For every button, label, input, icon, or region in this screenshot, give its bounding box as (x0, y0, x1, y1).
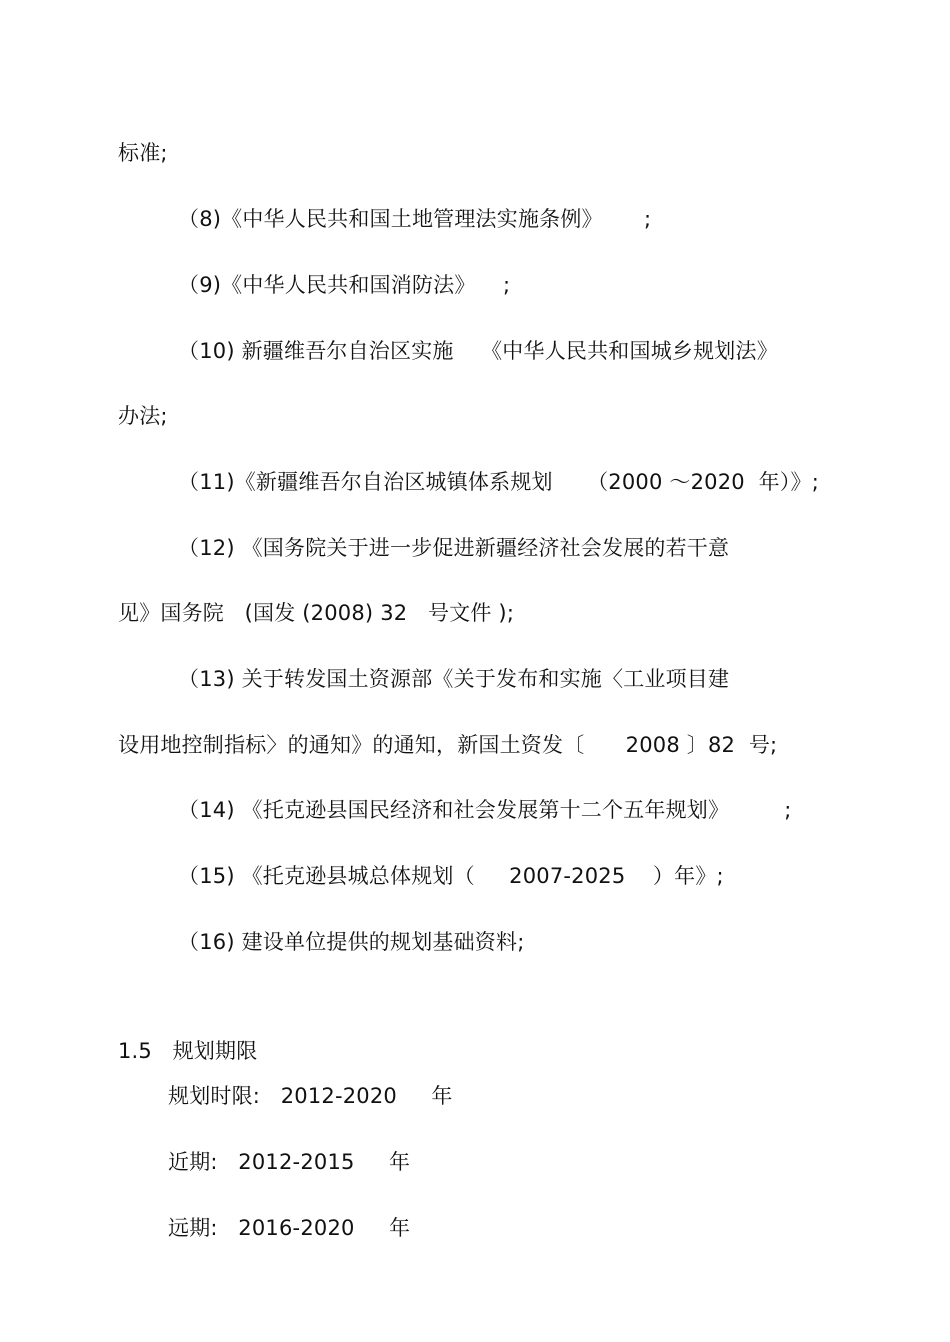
section-heading: 1.5 规划期限 (118, 1039, 258, 1063)
planning-period: 规划时限: 2012-2020 年 (168, 1084, 453, 1108)
list-item-14: （14) 《托克逊县国民经济和社会发展第十二个五年规划》 ; (178, 798, 792, 822)
list-item-12: （12) 《国务院关于进一步促进新疆经济社会发展的若干意 (178, 536, 730, 560)
list-item-7-tail: 标准; (118, 141, 168, 165)
list-item-12-cont: 见》国务院 (国发 (2008) 32 号文件 ); (118, 601, 515, 625)
list-item-10: （10) 新疆维吾尔自治区实施 《中华人民共和国城乡规划法》 (178, 339, 778, 363)
near-term-period: 近期: 2012-2015 年 (168, 1150, 411, 1174)
long-term-period: 远期: 2016-2020 年 (168, 1216, 411, 1240)
list-item-11: （11)《新疆维吾尔自治区城镇体系规划 （2000 ～2020 年）》; (178, 470, 819, 494)
list-item-13: （13) 关于转发国土资源部《关于发布和实施〈工业项目建 (178, 667, 730, 691)
list-item-9: （9)《中华人民共和国消防法》 ; (178, 273, 511, 297)
list-item-15: （15) 《托克逊县城总体规划（ 2007-2025 ）年》; (178, 864, 724, 888)
list-item-10-cont: 办法; (118, 404, 168, 428)
list-item-13-cont: 设用地控制指标〉的通知》的通知，新国土资发〔 2008 〕82 号; (118, 733, 778, 757)
list-item-16: （16) 建设单位提供的规划基础资料; (178, 930, 525, 954)
list-item-8: （8)《中华人民共和国土地管理法实施条例》 ; (178, 207, 652, 231)
